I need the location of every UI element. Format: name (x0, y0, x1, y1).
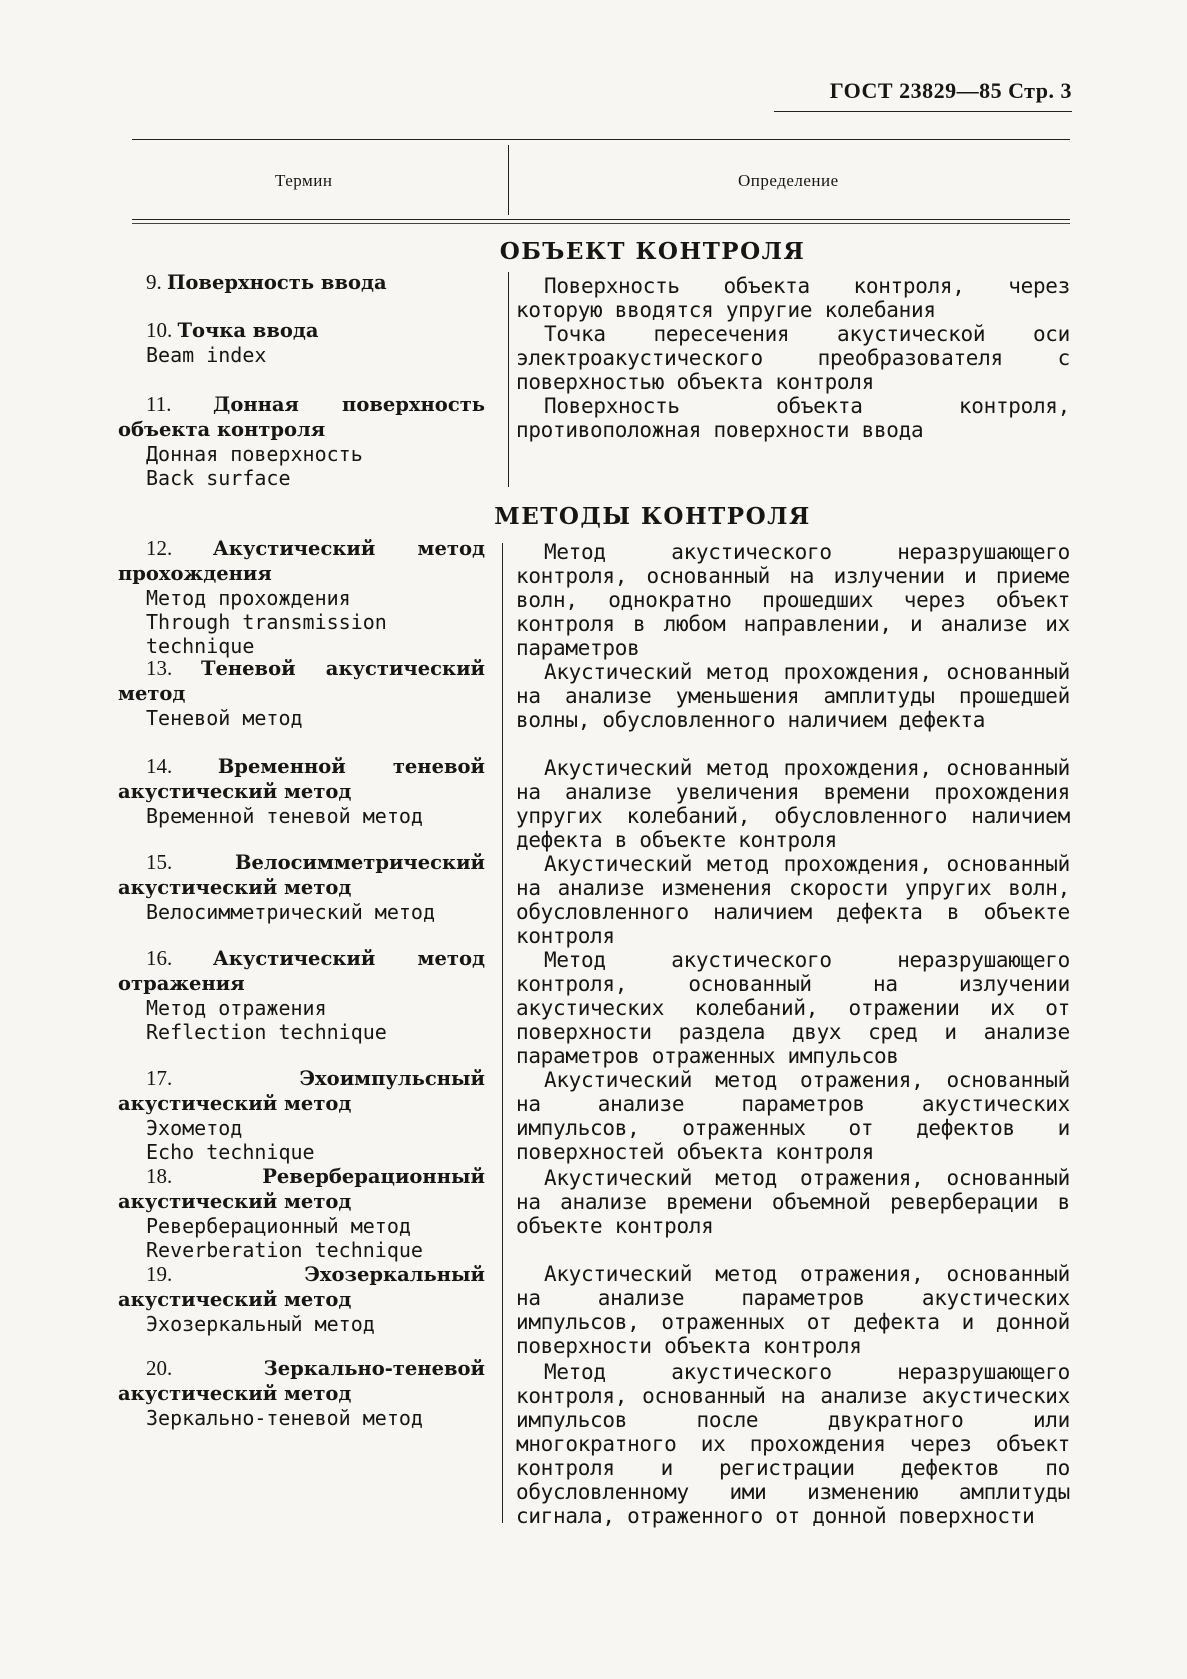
term-name: Эхозеркальный акустический метод (118, 1263, 485, 1311)
term-synonym: Донная поверхность (146, 442, 363, 466)
term-definition: Акустический метод отражения, основанный на анализе параметров акустических импульсов, отраженных от дефектов и поверхностей объекта контроля (516, 1068, 1070, 1164)
term-synonym: Through transmission technique (146, 610, 387, 658)
term-synonym: Reflection technique (146, 1020, 387, 1044)
term-synonym: Метод прохождения (146, 586, 351, 610)
term-definition: Поверхность объекта контроля, через которую вводятся упругие колебания (516, 274, 1070, 322)
term-synonym: Временной теневой метод (146, 804, 423, 828)
term-entry (118, 1066, 485, 1164)
column-header-definition: Определение (738, 171, 839, 190)
term-entry (118, 392, 485, 490)
term-number: 16. (146, 946, 173, 970)
term-synonym: Эхометод (146, 1116, 243, 1140)
table-head-rule-2 (132, 223, 1070, 224)
term-number: 11. (146, 392, 172, 416)
term-name: Эхоимпульсный акустический метод (118, 1067, 485, 1115)
term-entry (118, 318, 485, 367)
term-number: 9. (146, 270, 162, 294)
term-name: Велосимметрический акустический метод (118, 851, 485, 899)
term-definition: Метод акустического неразрушающего контроля, основанный на излучении и приеме волн, однократно прошедших через объект контроля в любом направлении, и анализе их параметров (516, 540, 1070, 660)
term-entry (118, 656, 485, 730)
term-synonym: Метод отражения (146, 996, 327, 1020)
section1-column-divider (508, 272, 509, 487)
term-name: Акустический метод прохождения (118, 537, 485, 585)
term-synonym: Теневой метод (146, 706, 303, 730)
page-header: ГОСТ 23829—85 Стр. 3 (829, 78, 1072, 103)
term-number: 20. (146, 1356, 173, 1380)
head-column-divider (508, 145, 509, 215)
term-synonym: Реверберационный метод (146, 1214, 411, 1238)
term-synonym: Back surface (146, 466, 291, 490)
header-underline (774, 111, 1072, 112)
section-title: ОБЪЕКТ КОНТРОЛЯ (499, 238, 806, 265)
term-number: 17. (146, 1066, 173, 1090)
term-definition: Акустический метод прохождения, основанный на анализе изменения скорости упругих волн, обусловленного наличием дефекта в объекте контроля (516, 852, 1070, 948)
term-definition: Акустический метод прохождения, основанный на анализе увеличения времени прохождения упругих колебаний, обусловленного наличием дефекта в объекте контроля (516, 756, 1070, 852)
term-synonym: Велосимметрический метод (146, 900, 435, 924)
term-name: Временной теневой акустический метод (118, 755, 486, 803)
term-definition: Метод акустического неразрушающего контроля, основанный на излучении акустических колебаний, отражении их от поверхности раздела двух сред и анализе параметров отраженных импульсов (516, 948, 1070, 1068)
term-entry (118, 1356, 485, 1430)
term-synonym: Эхозеркальный метод (146, 1312, 375, 1336)
term-number: 12. (146, 536, 173, 560)
term-entry (118, 1262, 485, 1336)
term-entry (118, 946, 485, 1044)
term-definition: Поверхность объекта контроля, противоположная поверхности ввода (516, 394, 1070, 442)
term-definition: Акустический метод отражения, основанный на анализе времени объемной реверберации в объекте контроля (516, 1166, 1070, 1238)
term-definition: Метод акустического неразрушающего контроля, основанный на анализе акустических импульсов после двукратного или многократного их прохождения через объект контроля и регистрации дефектов по обусловленному ими изменению амплитуды сигнала, отраженного от донной поверхности (516, 1360, 1070, 1528)
term-number: 15. (146, 850, 173, 874)
term-number: 19. (146, 1262, 173, 1286)
column-header-term: Термин (275, 171, 333, 190)
term-synonym: Зеркально-теневой метод (146, 1406, 423, 1430)
term-entry (118, 850, 485, 924)
section-title: МЕТОДЫ КОНТРОЛЯ (494, 503, 811, 530)
term-synonym: Beam index (146, 343, 267, 367)
table-top-rule (132, 139, 1070, 140)
term-synonym: Reverberation technique (146, 1238, 423, 1262)
term-number: 13. (146, 656, 173, 680)
term-definition: Точка пересечения акустической оси электроакустического преобразователя с поверхностью объекта контроля (516, 322, 1070, 394)
term-name: Акустический метод отражения (118, 947, 485, 995)
term-entry (118, 270, 485, 295)
term-entry (118, 536, 485, 658)
term-name: Реверберационный акустический метод (118, 1165, 485, 1213)
term-number: 18. (146, 1164, 173, 1188)
term-synonym: Echo technique (146, 1140, 315, 1164)
term-name: Зеркально-теневой акустический метод (118, 1357, 485, 1405)
term-name: Поверхность ввода (167, 271, 387, 294)
section2-column-divider (502, 543, 503, 1523)
term-name: Точка ввода (177, 319, 319, 342)
term-number: 10. (146, 318, 173, 342)
term-definition: Акустический метод прохождения, основанный на анализе уменьшения амплитуды прошедшей волны, обусловленного наличием дефекта (516, 660, 1070, 732)
term-number: 14. (146, 754, 173, 778)
table-head-rule (132, 219, 1070, 220)
term-name: Теневой акустический метод (118, 657, 485, 705)
term-definition: Акустический метод отражения, основанный на анализе параметров акустических импульсов, отраженных от дефекта и донной поверхности объекта контроля (516, 1262, 1070, 1358)
term-entry (118, 754, 485, 828)
term-name: Донная поверхность объекта контроля (118, 393, 486, 441)
term-entry (118, 1164, 485, 1262)
